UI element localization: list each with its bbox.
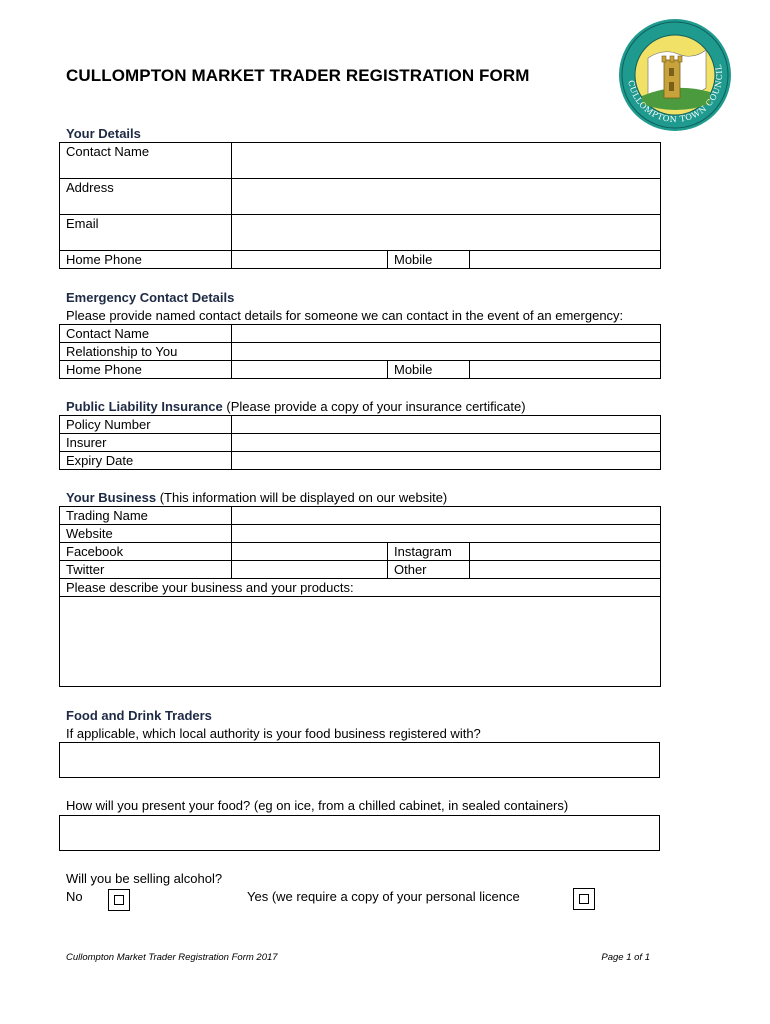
food-authority-field[interactable] <box>59 742 660 778</box>
trading-name-label: Trading Name <box>60 507 232 525</box>
instagram-field[interactable] <box>470 543 661 561</box>
policy-number-field[interactable] <box>232 416 661 434</box>
relationship-field[interactable] <box>232 343 661 361</box>
footer-page-number: Page 1 of 1 <box>601 952 650 963</box>
emergency-instruction: Please provide named contact details for someone we can contact in the event of an emergency: <box>66 308 624 323</box>
alcohol-yes-label: Yes (we require a copy of your personal licence <box>247 889 520 904</box>
footer-form-name: Cullompton Market Trader Registration Form 2017 <box>66 952 278 963</box>
expiry-date-label: Expiry Date <box>60 452 232 470</box>
describe-business-field[interactable] <box>60 597 661 687</box>
contact-name-label: Contact Name <box>60 143 232 179</box>
relationship-label: Relationship to You <box>60 343 232 361</box>
alcohol-yes-checkbox[interactable] <box>573 888 595 910</box>
other-label: Other <box>388 561 470 579</box>
emergency-mobile-label: Mobile <box>388 361 470 379</box>
insurer-field[interactable] <box>232 434 661 452</box>
emergency-contact-name-label: Contact Name <box>60 325 232 343</box>
checkbox-icon <box>579 894 589 904</box>
policy-number-label: Policy Number <box>60 416 232 434</box>
emergency-mobile-field[interactable] <box>470 361 661 379</box>
council-seal-icon <box>618 18 732 132</box>
trading-name-field[interactable] <box>232 507 661 525</box>
liability-table <box>59 415 661 470</box>
alcohol-no-label: No <box>66 889 83 904</box>
liability-note: (Please provide a copy of your insurance certificate) <box>226 399 526 414</box>
address-field[interactable] <box>232 179 661 215</box>
business-note: (This information will be displayed on our website) <box>159 490 448 505</box>
emergency-heading: Emergency Contact Details <box>66 290 235 305</box>
insurer-label: Insurer <box>60 434 232 452</box>
website-label: Website <box>60 525 232 543</box>
council-logo <box>618 18 732 132</box>
website-field[interactable] <box>232 525 661 543</box>
emergency-home-phone-label: Home Phone <box>60 361 232 379</box>
alcohol-no-checkbox[interactable] <box>108 889 130 911</box>
alcohol-question: Will you be selling alcohol? <box>66 871 223 886</box>
food-present-field[interactable] <box>59 815 660 851</box>
other-field[interactable] <box>470 561 661 579</box>
page-title: CULLOMPTON MARKET TRADER REGISTRATION FORM <box>66 66 530 85</box>
emergency-home-phone-field[interactable] <box>232 361 388 379</box>
twitter-field[interactable] <box>232 561 388 579</box>
liability-heading: Public Liability Insurance <box>66 399 223 414</box>
home-phone-label: Home Phone <box>60 251 232 269</box>
your-details-heading: Your Details <box>66 126 141 141</box>
email-label: Email <box>60 215 232 251</box>
mobile-label: Mobile <box>388 251 470 269</box>
liability-heading-line <box>66 399 526 415</box>
food-heading: Food and Drink Traders <box>66 708 212 723</box>
logo-ring-text: CULLOMPTON TOWN COUNCIL <box>626 63 725 125</box>
home-phone-field[interactable] <box>232 251 388 269</box>
describe-business-label: Please describe your business and your products: <box>60 579 661 597</box>
twitter-label: Twitter <box>60 561 232 579</box>
emergency-contact-name-field[interactable] <box>232 325 661 343</box>
business-heading-line <box>66 490 447 506</box>
business-table <box>59 506 661 687</box>
food-authority-question: If applicable, which local authority is your food business registered with? <box>66 726 481 741</box>
emergency-table <box>59 324 661 379</box>
facebook-label: Facebook <box>60 543 232 561</box>
mobile-field[interactable] <box>470 251 661 269</box>
food-present-question: How will you present your food? (eg on ice, from a chilled cabinet, in sealed containers) <box>66 798 569 813</box>
contact-name-field[interactable] <box>232 143 661 179</box>
checkbox-icon <box>114 895 124 905</box>
expiry-date-field[interactable] <box>232 452 661 470</box>
business-heading: Your Business <box>66 490 157 505</box>
instagram-label: Instagram <box>388 543 470 561</box>
address-label: Address <box>60 179 232 215</box>
email-field[interactable] <box>232 215 661 251</box>
facebook-field[interactable] <box>232 543 388 561</box>
your-details-table <box>59 142 661 269</box>
